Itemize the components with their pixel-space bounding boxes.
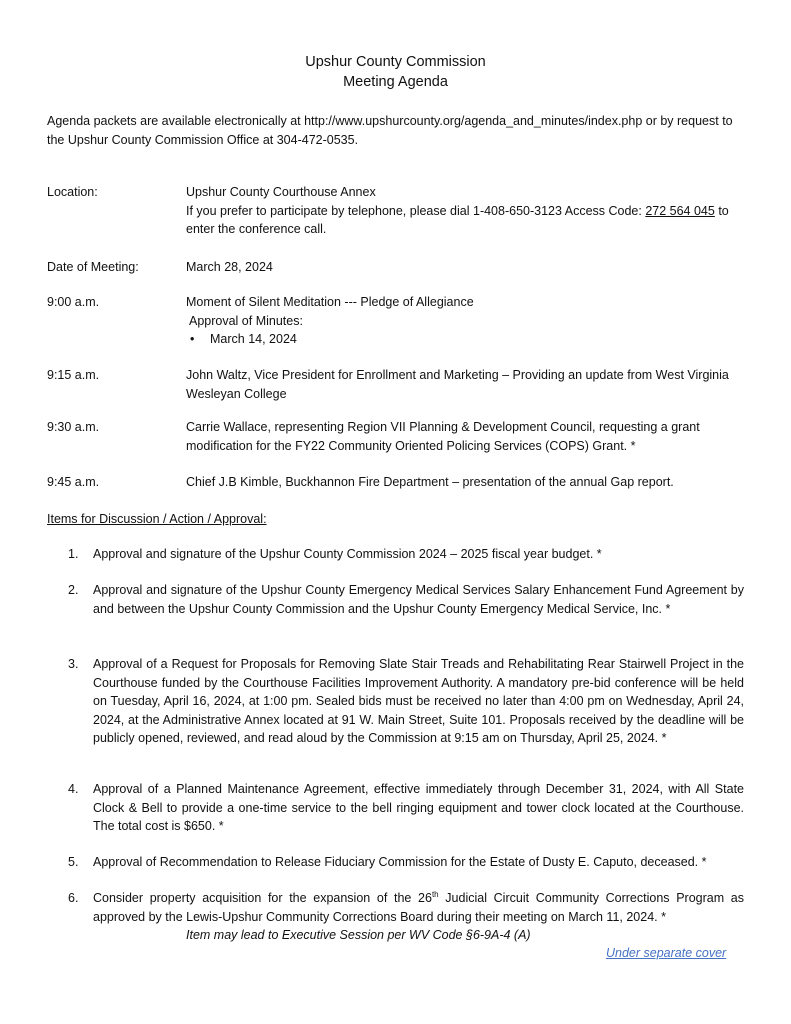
- schedule-time: 9:45 a.m.: [47, 475, 100, 489]
- phone-text: If you prefer to participate by telephone, please dial 1-408-650-3123 Access Code:: [186, 203, 646, 218]
- item-number: 4.: [68, 782, 79, 796]
- page-title: [0, 52, 791, 92]
- item-text: [93, 889, 744, 926]
- item-text: Approval of a Request for Proposals for Removing Slate Stair Treads and Rehabilitating Rear Stairwell Project in the Courthouse funded by the Courthouse Facilities Improvement Authority. A mandatory pre-bid conference will be held on Tuesday, April 16, 2024, at 1:00 pm. Sealed bids must be received no later than 4:00 pm on Wednesday, April 24, 2024, at the Administrative Annex located at 91 W. Main Street, Suite 101. Proposals received by the deadline will be publicly opened, reviewed, and read aloud by the Commission at 9:15 am on Thursday, April 25, 2024. *: [93, 657, 744, 745]
- schedule-description: [186, 293, 748, 349]
- phone-suffix: to enter the conference call.: [186, 203, 729, 236]
- item-text: Approval and signature of the Upshur County Emergency Medical Services Salary Enhancement Fund Agreement by and between the Upshur County Commission and the Upshur County Emergency Medical Service, Inc. *: [93, 583, 744, 616]
- schedule-description: Chief J.B Kimble, Buckhannon Fire Department – presentation of the annual Gap report.: [186, 475, 674, 489]
- items-heading: Items for Discussion / Action / Approval:: [47, 512, 267, 526]
- item-number: 1.: [68, 547, 79, 561]
- schedule-description: John Waltz, Vice President for Enrollment and Marketing – Providing an update from West Virginia Wesleyan College: [186, 368, 729, 401]
- schedule-time: 9:00 a.m.: [47, 295, 100, 309]
- item-number: 5.: [68, 855, 79, 869]
- item-number: 2.: [68, 583, 79, 597]
- item-number: 3.: [68, 657, 79, 671]
- bullet-icon: •: [190, 332, 195, 346]
- schedule-description: Carrie Wallace, representing Region VII Planning & Development Council, requesting a grant modification for the FY22 Community Oriented Policing Services (COPS) Grant. *: [186, 420, 700, 453]
- date-label: Date of Meeting:: [47, 260, 139, 274]
- date-value: March 28, 2024: [186, 260, 273, 274]
- location-name: Upshur County Courthouse Annex: [186, 185, 376, 199]
- location-label: Location:: [47, 185, 98, 199]
- ordinal-suffix: th: [431, 889, 439, 899]
- minutes-date: March 14, 2024: [210, 332, 297, 346]
- executive-session-note: Item may lead to Executive Session per WV Code §6-9A-4 (A): [186, 928, 531, 942]
- title-line-2: Meeting Agenda: [343, 74, 448, 90]
- location-value: [186, 183, 748, 239]
- item-text-after: Judicial Circuit Community Corrections Program as approved by the Lewis-Upshur Community Corrections Board during their meeting on March 11, 2024. *: [93, 891, 744, 924]
- schedule-time: 9:15 a.m.: [47, 368, 100, 382]
- item-text: Approval of a Planned Maintenance Agreement, effective immediately through December 31, 2024, with All State Clock & Bell to provide a one-time service to the bell ringing equipment and tower clock located at the Courthouse. The total cost is $650. *: [93, 782, 744, 833]
- item-text: Approval of Recommendation to Release Fiduciary Commission for the Estate of Dusty E. Caputo, deceased. *: [93, 855, 707, 869]
- approval-minutes-line: Approval of Minutes:: [189, 313, 303, 328]
- meditation-line: Moment of Silent Meditation --- Pledge of Allegiance: [186, 295, 474, 309]
- title-line-1: Upshur County Commission: [305, 54, 486, 70]
- item-number: 6.: [68, 891, 79, 905]
- phone-instructions: [186, 202, 748, 239]
- separate-cover-link[interactable]: Under separate cover: [606, 946, 727, 960]
- access-code: 272 564 045: [645, 203, 715, 218]
- item-text: Approval and signature of the Upshur County Commission 2024 – 2025 fiscal year budget. *: [93, 547, 602, 561]
- intro-paragraph: Agenda packets are available electronically at http://www.upshurcounty.org/agenda_and_minutes/index.php or by request to the Upshur County Commission Office at 304-472-0535.: [47, 114, 733, 147]
- minutes-bullet-item: [186, 330, 748, 349]
- item-text-before: Consider property acquisition for the expansion of the 26: [93, 891, 432, 905]
- schedule-time: 9:30 a.m.: [47, 420, 100, 434]
